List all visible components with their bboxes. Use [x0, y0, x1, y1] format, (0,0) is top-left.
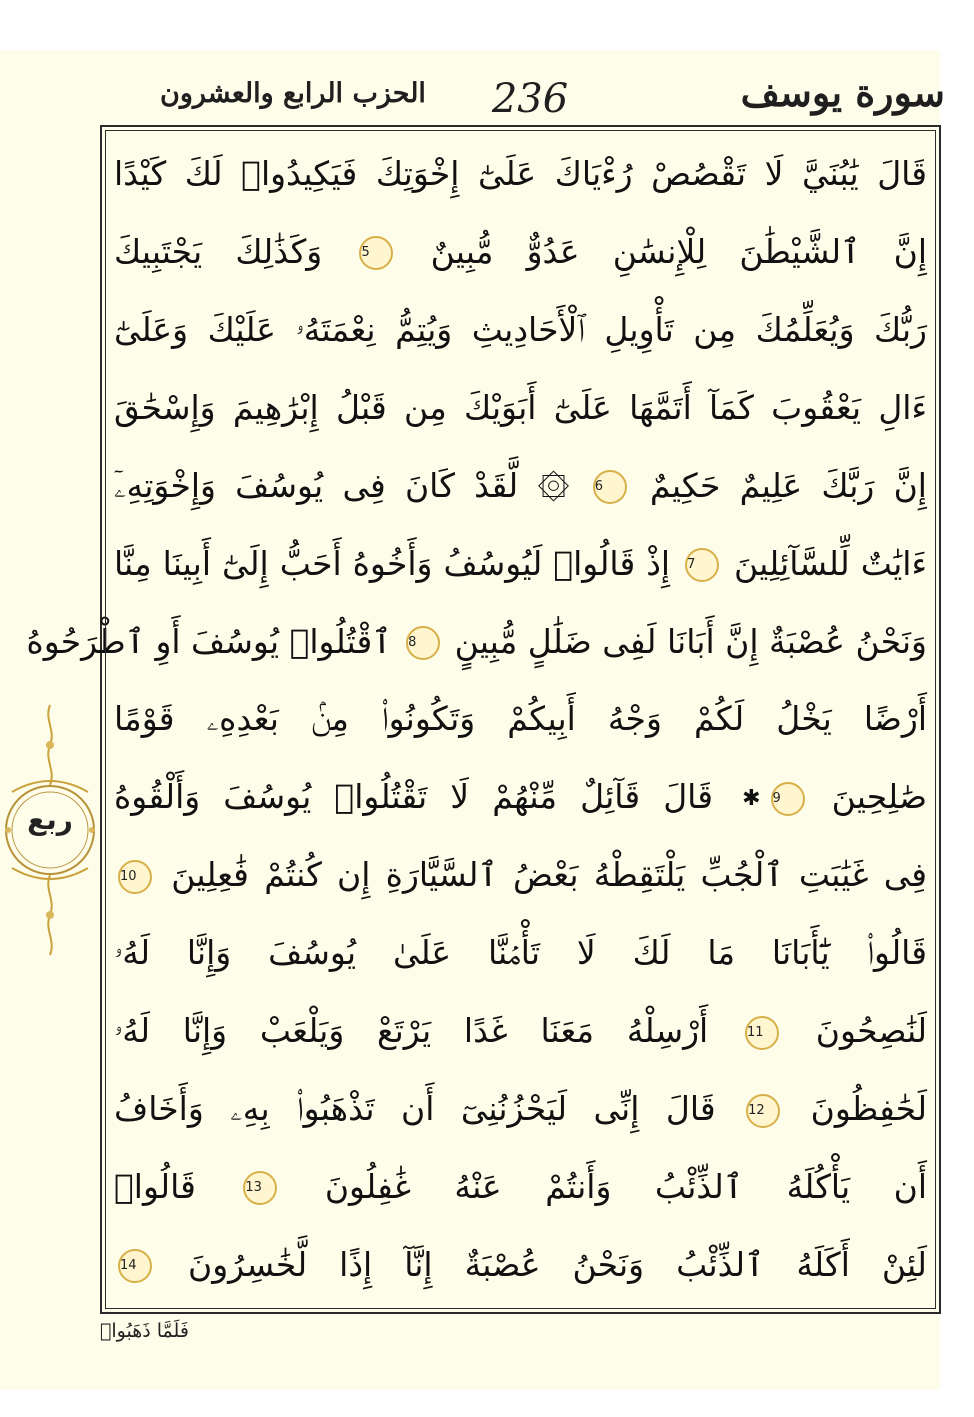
rub-label: ربع	[27, 803, 73, 836]
verse-text: لَئِنْ أَكَلَهُ ٱلذِّئْبُ وَنَحْنُ عُصْبَةٌ إِنَّآ إِذًا لَّخَٰسِرُونَ	[188, 1244, 927, 1284]
verse-line	[114, 918, 927, 988]
verse-text: إِنَّ ٱلشَّيْطَٰنَ لِلْإِنسَٰنِ عَدُوٌّ مُّبِينٌ	[430, 231, 928, 271]
verse-text: ءَالِ يَعْقُوبَ كَمَآ أَتَمَّهَا عَلَىٰٓ أَبَوَيْكَ مِن قَبْلُ إِبْرَٰهِيمَ وَإِسْحَٰقَ	[114, 387, 927, 427]
verse-line	[26, 607, 927, 677]
verse-line	[114, 1074, 927, 1144]
verse-text: وَنَحْنُ عُصْبَةٌ إِنَّ أَبَانَا لَفِى ضَلَٰلٍ مُّبِينٍ	[454, 621, 927, 661]
verse-text: ۞ لَّقَدْ كَانَ فِى يُوسُفَ وَإِخْوَتِهِۦٓ	[114, 465, 570, 505]
verse-text: أَن يَأْكُلَهُ ٱلذِّئْبُ وَأَنتُمْ عَنْهُ غَٰفِلُونَ	[324, 1166, 927, 1206]
catchword: فَلَمَّا ذَهَبُوا۟	[100, 1320, 189, 1342]
verse-text: رَبُّكَ وَيُعَلِّمُكَ مِن تَأْوِيلِ ٱلْأَحَادِيثِ وَيُتِمُّ نِعْمَتَهُۥ عَلَيْكَ وَعَلَىٰٓ	[114, 309, 927, 349]
ayah-number-marker: 9	[771, 782, 805, 816]
ayah-number-marker: 5	[359, 236, 393, 270]
surah-title: سورة يوسف	[740, 70, 945, 115]
verse-text: وَكَذَٰلِكَ يَجْتَبِيكَ	[114, 231, 323, 271]
verse-text: صَٰلِحِينَ	[831, 777, 927, 817]
verse-text: قَالُوا۟ يَٰٓأَبَانَا مَا لَكَ لَا تَأْمَ۬نَّا عَلَىٰ يُوسُفَ وَإِنَّا لَهُۥ	[114, 933, 927, 973]
page-number: 236	[491, 76, 569, 122]
verse-line	[114, 762, 927, 832]
verse-line	[114, 217, 927, 287]
verse-line	[114, 996, 927, 1066]
verse-text: قَالَ قَآئِلٌ مِّنْهُمْ لَا تَقْتُلُوا۟ يُوسُفَ وَأَلْقُوهُ	[114, 777, 714, 817]
ayah-number-marker: 10	[118, 860, 152, 894]
verse-text: قَالَ يَٰبُنَيَّ لَا تَقْصُصْ رُءْيَاكَ عَلَىٰٓ إِخْوَتِكَ فَيَكِيدُوا۟ لَكَ كَيْدًا	[114, 154, 927, 193]
hizb-title: الحزب الرابع والعشرون	[160, 78, 426, 109]
verse-text: قَالُوا۟	[114, 1166, 196, 1206]
verse-text: أَرْضًا يَخْلُ لَكُمْ وَجْهُ أَبِيكُمْ وَتَكُونُوا۟ مِنۢ بَعْدِهِۦ قَوْمًا	[114, 699, 927, 739]
verse-line	[114, 1152, 927, 1222]
ayah-number-marker: 7	[685, 548, 719, 582]
ayah-number-marker: 12	[746, 1094, 780, 1128]
rub-marker	[0, 700, 100, 960]
ayah-number-marker: 6	[593, 470, 627, 504]
verse-text: ءَايَٰتٌ لِّلسَّآئِلِينَ	[734, 543, 927, 583]
verse-text: ٱقْتُلُوا۟ يُوسُفَ أَوِ ٱطْرَحُوهُ	[26, 621, 392, 661]
verse-text: لَحَٰفِظُونَ	[810, 1089, 927, 1129]
ayah-number-marker: 14	[118, 1249, 152, 1283]
verse-line	[114, 1230, 927, 1300]
verse-text: أَرْسِلْهُ مَعَنَا غَدًا يَرْتَعْ وَيَلْعَبْ وَإِنَّا لَهُۥ	[114, 1011, 709, 1051]
verse-text: إِذْ قَالُوا۟ لَيُوسُفُ وَأَخُوهُ أَحَبُّ إِلَىٰٓ أَبِينَا مِنَّا	[114, 543, 671, 583]
ayah-number-marker: 11	[745, 1016, 779, 1050]
verse-line	[114, 139, 927, 209]
verse-text: لَنَٰصِحُونَ	[815, 1011, 927, 1051]
ayah-number-marker: 13	[243, 1171, 277, 1205]
verse-line	[114, 451, 927, 521]
verse-line	[114, 529, 927, 599]
rub-star-icon: ✱	[742, 785, 761, 811]
ayah-number-marker: 8	[406, 626, 440, 660]
verse-text: إِنَّ رَبَّكَ عَلِيمٌ حَكِيمٌ	[649, 465, 927, 505]
page-header	[100, 70, 945, 124]
verse-text: قَالَ إِنِّى لَيَحْزُنُنِىٓ أَن تَذْهَبُوا۟ بِهِۦ وَأَخَافُ	[114, 1089, 716, 1129]
verse-line	[114, 373, 927, 443]
verse-text: فِى غَيَٰبَتِ ٱلْجُبِّ يَلْتَقِطْهُ بَعْضُ ٱلسَّيَّارَةِ إِن كُنتُمْ فَٰعِلِينَ	[171, 855, 927, 895]
verse-line	[114, 684, 927, 754]
verse-line	[114, 295, 927, 365]
verse-line	[114, 840, 927, 910]
